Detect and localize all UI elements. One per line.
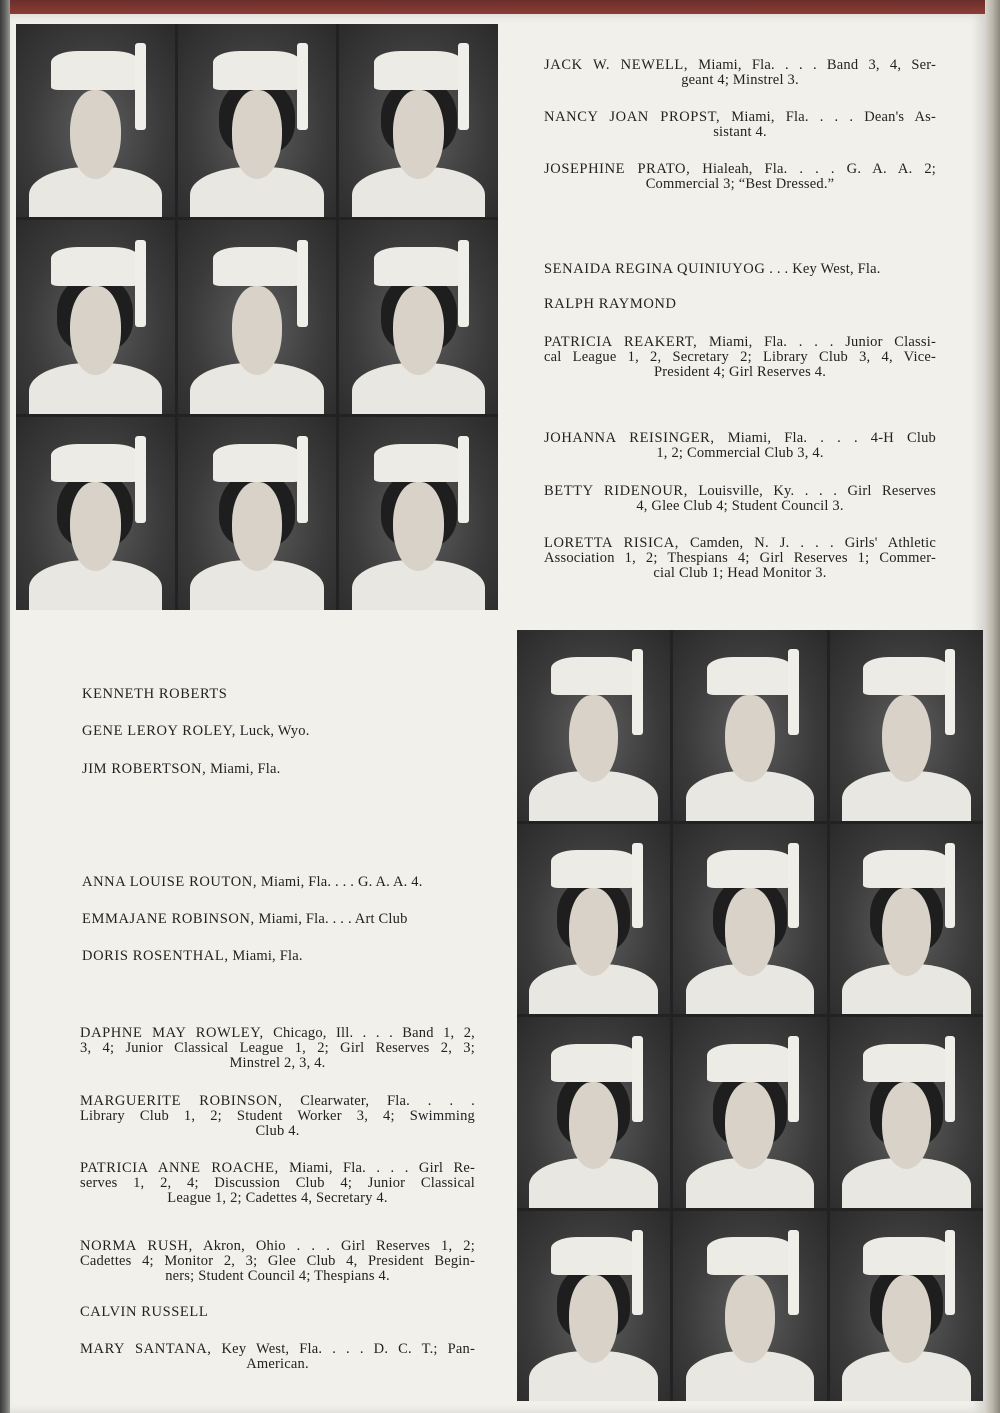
face-shape	[882, 695, 931, 783]
student-details-continued: Association 1, 2; Thespians 4; Girl Reserves 1; Commer-	[544, 550, 936, 566]
graduation-cap-icon	[863, 1237, 949, 1275]
portrait-emmajane-robinson	[673, 824, 826, 1015]
tassel-icon	[788, 649, 799, 735]
right-column-entry	[544, 162, 936, 192]
student-name: JIM ROBERTSON,	[82, 761, 207, 777]
student-details: Akron, Ohio . . . Girl Reserves 1, 2;	[192, 1238, 475, 1254]
student-details-continued: 4, Glee Club 4; Student Council 3.	[636, 498, 844, 514]
student-details: Clearwater, Fla. . . .	[282, 1093, 475, 1109]
portrait-josephine-prato	[339, 24, 498, 217]
right-column-entry	[544, 335, 936, 380]
left-column-entry	[80, 1094, 475, 1139]
student-name: BETTY RIDENOUR,	[544, 483, 688, 499]
photo-grid-top	[16, 24, 498, 610]
student-details-continued: Club 4.	[255, 1123, 300, 1139]
right-column-entry	[544, 58, 936, 88]
portrait-kenneth-roberts	[517, 630, 670, 821]
tassel-icon	[632, 1230, 643, 1316]
student-name: MARY SANTANA,	[80, 1341, 212, 1357]
student-details-continued: sistant 4.	[713, 124, 767, 140]
right-column-entry	[544, 431, 936, 461]
graduation-cap-icon	[213, 444, 302, 483]
tassel-icon	[297, 43, 308, 130]
student-details-continued: 1, 2; Commercial Club 3, 4.	[656, 445, 824, 461]
graduation-cap-icon	[863, 657, 949, 695]
graduation-cap-icon	[374, 51, 463, 90]
student-name: LORETTA RISICA,	[544, 535, 680, 551]
student-details-continued: League 1, 2; Cadettes 4, Secretary 4.	[167, 1190, 388, 1206]
left-column-entry	[82, 875, 474, 890]
portrait-jim-robertson	[830, 630, 983, 821]
graduation-cap-icon	[374, 444, 463, 483]
student-details-continued: Commercial 3; “Best Dressed.”	[645, 176, 835, 192]
left-column-entry	[82, 912, 474, 927]
page-edge-right	[985, 0, 1000, 1413]
tassel-icon	[945, 1036, 956, 1122]
graduation-cap-icon	[374, 247, 463, 286]
student-details: Miami, Fla.	[206, 761, 281, 777]
graduation-cap-icon	[51, 444, 140, 483]
portrait-calvin-russell	[673, 1211, 826, 1402]
book-cover-top	[10, 0, 985, 14]
face-shape	[393, 482, 444, 571]
portrait-senaida-quiniuyog	[16, 220, 175, 413]
graduation-cap-icon	[213, 51, 302, 90]
portrait-loretta-risica	[339, 417, 498, 610]
graduation-cap-icon	[551, 1237, 637, 1275]
student-details: Miami, Fla. . . . Art Club	[254, 911, 408, 927]
tassel-icon	[788, 1036, 799, 1122]
student-details: Louisville, Ky. . . . Girl Reserves	[687, 483, 937, 499]
portrait-anna-routon	[517, 824, 670, 1015]
right-column-entry	[544, 262, 936, 277]
tassel-icon	[297, 436, 308, 523]
face-shape	[569, 1082, 618, 1170]
student-details-continued: geant 4; Minstrel 3.	[681, 72, 799, 88]
student-details-continued: Library Club 1, 2; Student Worker 3, 4; Swimming	[80, 1108, 475, 1124]
graduation-cap-icon	[51, 247, 140, 286]
tassel-icon	[945, 649, 956, 735]
student-details: Luck, Wyo.	[235, 723, 310, 739]
student-name: JACK W. NEWELL,	[544, 57, 689, 73]
face-shape	[882, 1082, 931, 1170]
student-details: Miami, Fla. . . . Girl Re-	[278, 1160, 475, 1176]
student-name: JOHANNA REISINGER,	[544, 430, 715, 446]
face-shape	[725, 695, 774, 783]
face-shape	[232, 286, 283, 375]
left-column-entry	[80, 1161, 475, 1206]
graduation-cap-icon	[707, 1237, 793, 1275]
student-details-continued: American.	[246, 1356, 309, 1372]
student-details: Chicago, Ill. . . . Band 1, 2,	[263, 1025, 475, 1041]
face-shape	[70, 286, 121, 375]
student-name: NANCY JOAN PROPST,	[544, 109, 721, 125]
student-name: GENE LEROY ROLEY,	[82, 723, 236, 739]
tassel-icon	[297, 240, 308, 327]
right-column-entry	[544, 110, 936, 140]
left-column-entry	[80, 1026, 475, 1071]
student-details: Miami, Fla. . . . Junior Classi-	[697, 334, 936, 350]
graduation-cap-icon	[863, 850, 949, 888]
student-details-continued: Cadettes 4; Monitor 2, 3; Glee Club 4, President Begin-	[80, 1253, 475, 1269]
left-column-entry	[82, 762, 474, 777]
portrait-johanna-reisinger	[16, 417, 175, 610]
student-name: MARGUERITE ROBINSON,	[80, 1093, 283, 1109]
tassel-icon	[632, 1036, 643, 1122]
student-name: KENNETH ROBERTS	[82, 686, 228, 702]
portrait-patricia-reakert	[339, 220, 498, 413]
student-details-continued: cial Club 1; Head Monitor 3.	[653, 565, 827, 581]
tassel-icon	[458, 240, 469, 327]
tassel-icon	[632, 649, 643, 735]
portrait-nancy-propst	[178, 24, 337, 217]
tassel-icon	[788, 843, 799, 929]
face-shape	[569, 695, 618, 783]
tassel-icon	[458, 436, 469, 523]
face-shape	[725, 1082, 774, 1170]
graduation-cap-icon	[863, 1044, 949, 1082]
student-details: . . . Key West, Fla.	[765, 261, 881, 277]
student-details-continued: 3, 4; Junior Classical League 1, 2; Girl Reserves 2, 3;	[80, 1040, 475, 1056]
student-name: EMMAJANE ROBINSON,	[82, 911, 255, 927]
face-shape	[882, 888, 931, 976]
student-details: Miami, Fla. . . . 4-H Club	[714, 430, 936, 446]
student-details-continued: Minstrel 2, 3, 4.	[229, 1055, 326, 1071]
left-column-entry	[82, 687, 474, 702]
right-column-entry	[544, 297, 936, 312]
left-column-entry	[82, 724, 474, 739]
student-name: RALPH RAYMOND	[544, 296, 677, 312]
face-shape	[725, 888, 774, 976]
tassel-icon	[458, 43, 469, 130]
portrait-betty-ridenour	[178, 417, 337, 610]
graduation-cap-icon	[551, 657, 637, 695]
book-binding-left	[0, 0, 10, 1413]
face-shape	[232, 90, 283, 179]
student-name: JOSEPHINE PRATO,	[544, 161, 691, 177]
graduation-cap-icon	[551, 1044, 637, 1082]
student-details: Hialeah, Fla. . . . G. A. A. 2;	[690, 161, 937, 177]
tassel-icon	[135, 240, 146, 327]
face-shape	[232, 482, 283, 571]
right-column-entry	[544, 536, 936, 581]
portrait-mary-santana	[830, 1211, 983, 1402]
left-column-entry	[82, 949, 474, 964]
face-shape	[569, 1275, 618, 1363]
student-name: NORMA RUSH,	[80, 1238, 193, 1254]
student-name: ANNA LOUISE ROUTON,	[82, 874, 258, 890]
face-shape	[882, 1275, 931, 1363]
tassel-icon	[135, 43, 146, 130]
graduation-cap-icon	[707, 850, 793, 888]
student-details-continued: President 4; Girl Reserves 4.	[653, 364, 827, 380]
graduation-cap-icon	[707, 657, 793, 695]
student-name: DAPHNE MAY ROWLEY,	[80, 1025, 264, 1041]
student-details: Miami, Fla. . . . G. A. A. 4.	[257, 874, 423, 890]
student-details-continued: cal League 1, 2, Secretary 2; Library Club 3, 4, Vice-	[544, 349, 936, 365]
tassel-icon	[945, 843, 956, 929]
left-column-entry	[80, 1239, 475, 1284]
right-column-entry	[544, 484, 936, 514]
student-name: CALVIN RUSSELL	[80, 1304, 209, 1320]
student-name: SENAIDA REGINA QUINIUYOG	[544, 261, 766, 277]
portrait-doris-rosenthal	[830, 824, 983, 1015]
portrait-patricia-roache	[830, 1017, 983, 1208]
portrait-marguerite-robinson	[673, 1017, 826, 1208]
portrait-daphne-rowley	[517, 1017, 670, 1208]
student-details: Camden, N. J. . . . Girls' Athletic	[679, 535, 937, 551]
student-name: PATRICIA REAKERT,	[544, 334, 698, 350]
student-details-continued: ners; Student Council 4; Thespians 4.	[165, 1268, 390, 1284]
tassel-icon	[135, 436, 146, 523]
tassel-icon	[788, 1230, 799, 1316]
graduation-cap-icon	[707, 1044, 793, 1082]
graduation-cap-icon	[551, 850, 637, 888]
portrait-gene-roley	[673, 630, 826, 821]
face-shape	[725, 1275, 774, 1363]
student-details: Miami, Fla. . . . Band 3, 4, Ser-	[688, 57, 937, 73]
portrait-jack-newell	[16, 24, 175, 217]
student-details: Key West, Fla. . . . D. C. T.; Pan-	[211, 1341, 475, 1357]
portrait-ralph-raymond	[178, 220, 337, 413]
photo-grid-bottom	[517, 630, 983, 1401]
tassel-icon	[632, 843, 643, 929]
graduation-cap-icon	[51, 51, 140, 90]
student-details-continued: serves 1, 2, 4; Discussion Club 4; Junior Classical	[80, 1175, 475, 1191]
graduation-cap-icon	[213, 247, 302, 286]
portrait-norma-rush	[517, 1211, 670, 1402]
left-column-entry	[80, 1342, 475, 1372]
face-shape	[569, 888, 618, 976]
tassel-icon	[945, 1230, 956, 1316]
student-name: PATRICIA ANNE ROACHE,	[80, 1160, 279, 1176]
student-details: Miami, Fla.	[228, 948, 303, 964]
face-shape	[393, 90, 444, 179]
left-column-entry	[80, 1305, 475, 1320]
student-name: DORIS ROSENTHAL,	[82, 948, 229, 964]
face-shape	[393, 286, 444, 375]
face-shape	[70, 482, 121, 571]
face-shape	[70, 90, 121, 179]
student-details: Miami, Fla. . . . Dean's As-	[720, 109, 936, 125]
